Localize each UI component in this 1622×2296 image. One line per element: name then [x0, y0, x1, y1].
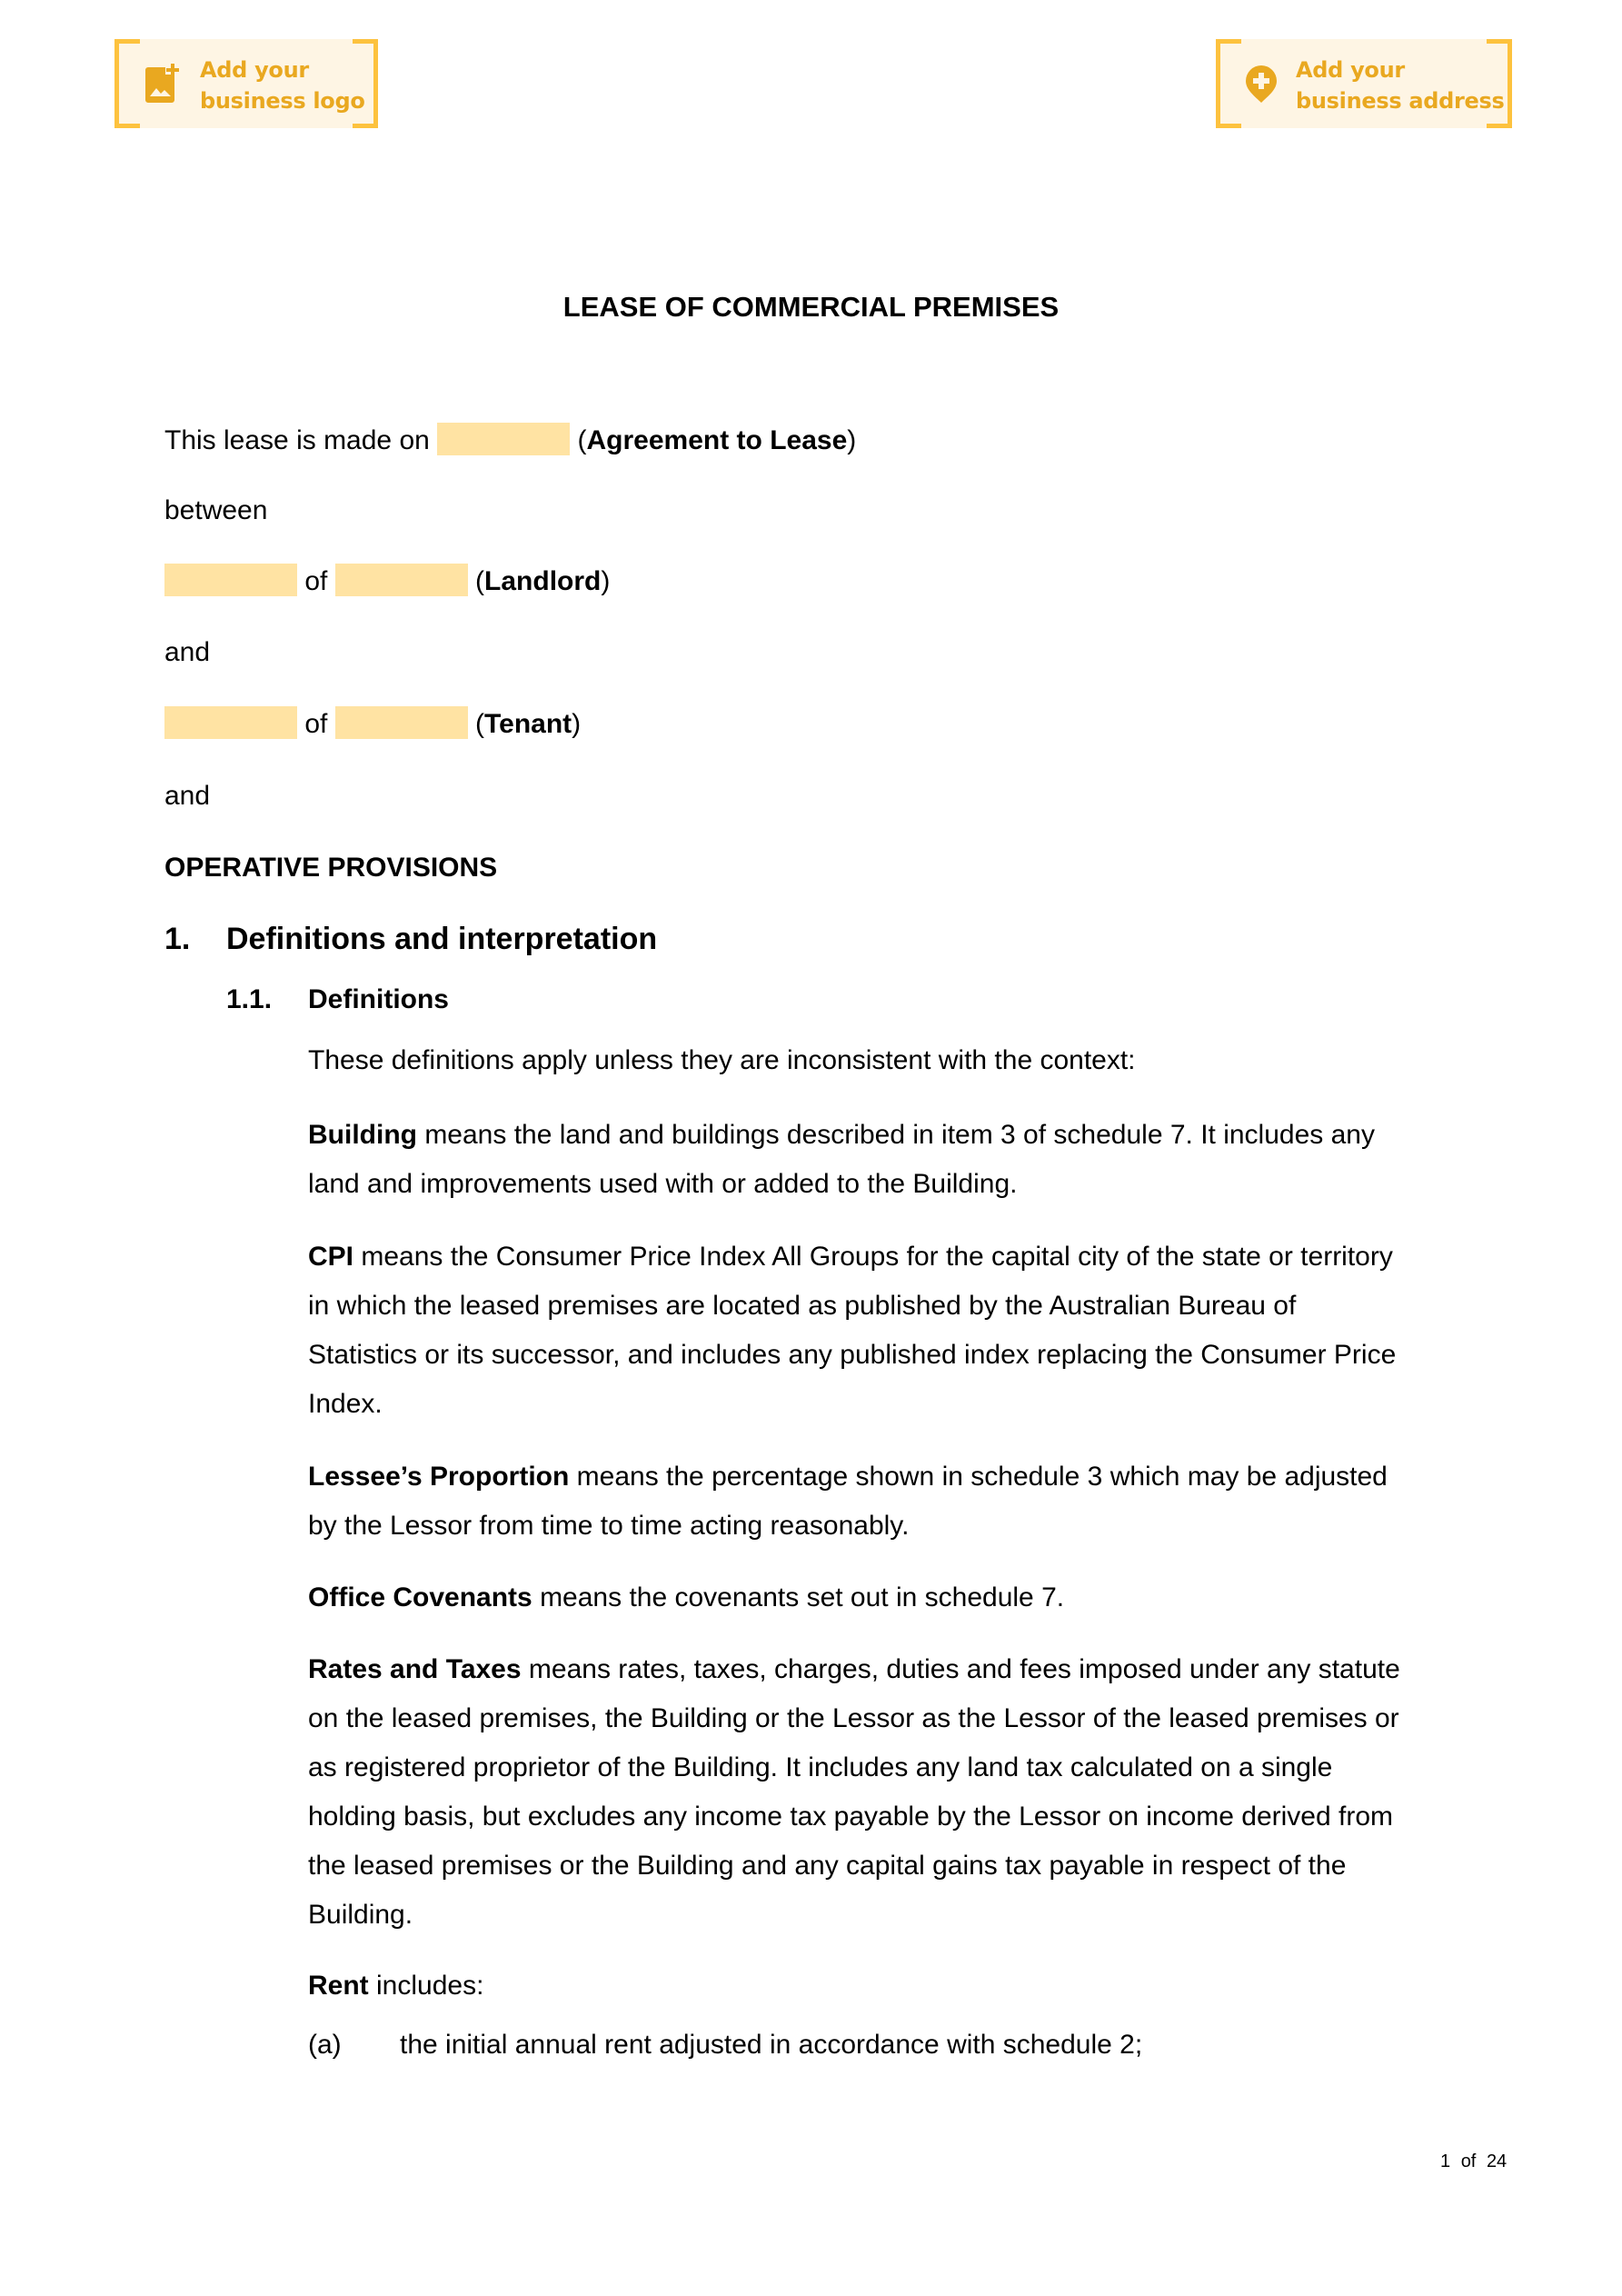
- definition-term: Building: [308, 1120, 417, 1150]
- definition-term: Rent: [308, 1971, 369, 2001]
- of-text: of: [304, 709, 328, 739]
- definition-text: the leased premises or the Building and any capital gains tax payable in respect of the: [308, 1851, 1347, 1881]
- add-business-logo-placeholder[interactable]: [114, 39, 378, 128]
- address-placeholder-line1: Add your: [1296, 57, 1405, 83]
- landlord-name-blank[interactable]: [164, 564, 297, 596]
- date-blank-field[interactable]: [437, 423, 570, 455]
- subsection-1-1-number: 1.1.: [226, 984, 273, 1014]
- landlord-line: of (Landlord): [164, 564, 610, 600]
- definition-cpi: [308, 1233, 1471, 1429]
- definition-text: Statistics or its successor, and includes any published index replacing the Consumer Price: [308, 1340, 1397, 1370]
- tenant-label: Tenant: [484, 709, 572, 739]
- definition-text: Index.: [308, 1389, 383, 1419]
- definition-rent: [308, 1962, 1471, 2011]
- made-on-line: [164, 423, 856, 459]
- definition-text: on the leased premises, the Building or the Lessor as the Lessor of the leased premises or: [308, 1703, 1399, 1733]
- tenant-name-blank[interactable]: [164, 706, 297, 739]
- section-1-number: 1.: [164, 922, 191, 956]
- definition-text: means the land and buildings described in item 3 of schedule 7. It includes any: [416, 1120, 1375, 1150]
- agreement-to-lease-label: Agreement to Lease: [586, 425, 848, 455]
- subsection-1-1-title: Definitions: [308, 984, 449, 1014]
- definition-term: CPI: [308, 1242, 354, 1272]
- rent-item-a-text: the initial annual rent adjusted in accordance with schedule 2;: [400, 2030, 1143, 2060]
- landlord-label: Landlord: [484, 566, 602, 596]
- landlord-address-blank[interactable]: [335, 564, 468, 596]
- page-number: [1440, 2151, 1507, 2172]
- document-title: LEASE OF COMMERCIAL PREMISES: [562, 291, 1060, 323]
- definitions-lead-in: These definitions apply unless they are inconsistent with the context:: [308, 1045, 1136, 1075]
- definition-term: Office Covenants: [308, 1582, 532, 1612]
- tenant-address-blank[interactable]: [335, 706, 468, 739]
- made-on-prefix: This lease is made on: [164, 425, 430, 455]
- logo-placeholder-line2: business logo: [200, 88, 365, 114]
- bracket-left: [1216, 39, 1241, 128]
- page-separator: of: [1460, 2151, 1477, 2171]
- page-total: 24: [1486, 2151, 1508, 2171]
- logo-placeholder-line1: Add your: [200, 57, 309, 83]
- definition-rates-and-taxes: [308, 1645, 1471, 1940]
- section-1-title: Definitions and interpretation: [226, 922, 658, 956]
- definition-text: as registered proprietor of the Building. It includes any land tax calculated on a single: [308, 1752, 1333, 1782]
- logo-placeholder-text: [200, 55, 365, 116]
- add-image-icon: [144, 64, 180, 104]
- add-location-pin-icon: [1243, 64, 1279, 104]
- definition-term: Rates and Taxes: [308, 1654, 522, 1684]
- add-business-address-placeholder[interactable]: [1216, 39, 1512, 128]
- definition-building: [308, 1111, 1471, 1209]
- of-text: of: [304, 566, 328, 596]
- definition-text: means rates, taxes, charges, duties and fees imposed under any statute: [521, 1654, 1400, 1684]
- definition-text: land and improvements used with or added to the Building.: [308, 1169, 1018, 1199]
- definition-text: in which the leased premises are located as published by the Australian Bureau of: [308, 1291, 1297, 1321]
- tenant-line: of (Tenant): [164, 706, 581, 743]
- page-current: 1: [1440, 2151, 1451, 2171]
- operative-provisions-heading: OPERATIVE PROVISIONS: [164, 853, 498, 883]
- definition-text: includes:: [368, 1971, 484, 2001]
- definition-text: means the Consumer Price Index All Groups for the capital city of the state or territory: [353, 1242, 1393, 1272]
- definition-office-covenants: [308, 1573, 1471, 1622]
- rent-item-a-label: (a): [308, 2030, 342, 2060]
- between-text: between: [164, 495, 268, 525]
- bracket-left: [114, 39, 140, 128]
- and-text-2: and: [164, 781, 211, 811]
- definition-lessees-proportion: [308, 1452, 1471, 1551]
- paren-close: ): [847, 425, 857, 455]
- definition-term: Lessee’s Proportion: [308, 1462, 570, 1492]
- address-placeholder-line2: business address: [1296, 88, 1505, 114]
- definition-text: by the Lessor from time to time acting reasonably.: [308, 1511, 910, 1541]
- and-text-1: and: [164, 637, 211, 667]
- definition-text: means the covenants set out in schedule 7.: [532, 1582, 1065, 1612]
- definition-text: holding basis, but excludes any income tax payable by the Lessor on income derived from: [308, 1802, 1394, 1832]
- paren-open: (: [577, 425, 587, 455]
- address-placeholder-text: [1296, 55, 1505, 116]
- definition-text: Building.: [308, 1900, 413, 1930]
- definition-text: means the percentage shown in schedule 3 which may be adjusted: [569, 1462, 1388, 1492]
